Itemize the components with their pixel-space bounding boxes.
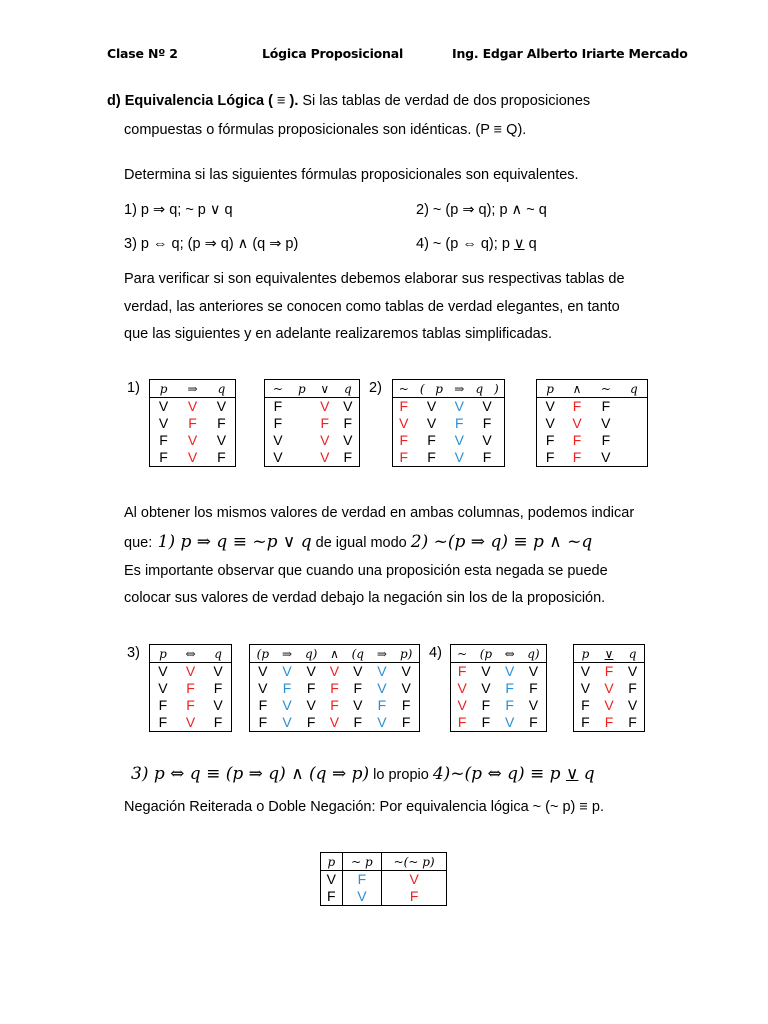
table-header: ∧ — [563, 380, 591, 398]
cell: F — [273, 415, 283, 431]
cell: V — [601, 415, 611, 431]
cell: V — [343, 398, 353, 414]
cell: V — [545, 398, 555, 414]
table-header: ∨ — [313, 380, 337, 398]
cell: F — [601, 432, 611, 448]
conclusion-line-1: Al obtener los mismos valores de verdad en ambas columnas, podemos indicar — [124, 505, 635, 521]
equivalence-1: 1) p ⇒ q ≡ ~p ∨ q — [152, 532, 312, 552]
header-class: Clase Nº 2 — [107, 46, 178, 61]
cell: V — [320, 398, 330, 414]
cell: F — [188, 415, 197, 431]
table-header: q — [470, 380, 489, 398]
cell — [291, 449, 313, 467]
cell: V — [187, 449, 198, 465]
cell: V — [580, 663, 591, 679]
cell — [621, 432, 648, 449]
table-header: q) — [298, 645, 324, 663]
cell — [291, 398, 313, 416]
table-header: p — [321, 853, 343, 871]
cell: V — [482, 432, 492, 448]
cell: V — [580, 680, 591, 696]
cell: V — [481, 663, 491, 679]
cell: F — [186, 697, 195, 713]
cell: V — [158, 680, 168, 696]
cell: F — [273, 398, 283, 414]
cell: V — [401, 663, 411, 679]
cell: V — [329, 714, 340, 730]
cell: F — [581, 714, 590, 730]
cell: V — [382, 871, 447, 889]
cell: F — [505, 680, 514, 696]
truth-table-2b — [536, 379, 648, 467]
cell: F — [158, 697, 168, 713]
cell: F — [186, 680, 195, 696]
table-header: p — [150, 645, 176, 663]
cell: V — [258, 680, 268, 696]
cell: V — [454, 398, 464, 414]
verify-line-2: verdad, las anteriores se conocen como tablas de verdad elegantes, en tanto — [124, 299, 620, 315]
cell: V — [545, 415, 555, 431]
cell: F — [457, 663, 467, 679]
cell: V — [426, 415, 437, 431]
truth-table-2a — [392, 379, 505, 467]
cell: V — [604, 680, 614, 696]
cell — [621, 398, 648, 416]
lo-propio-text: lo propio — [369, 767, 433, 783]
table-header: q) — [521, 645, 547, 663]
equivalence-2: 2) ~(p ⇒ q) ≡ p ∧ ~q — [410, 532, 593, 552]
cell: F — [158, 714, 168, 730]
cell — [621, 449, 648, 467]
cell: V — [454, 449, 464, 465]
cell: V — [342, 888, 382, 906]
exercise-4-post: q — [524, 236, 537, 252]
cell: F — [282, 680, 292, 696]
cell: F — [217, 415, 226, 431]
table-header: ⇒ — [371, 645, 394, 663]
cell: F — [545, 432, 555, 448]
verify-line-3: que las siguientes y en adelante realizaremos tablas simplificadas. — [124, 326, 552, 342]
cell: V — [627, 663, 638, 679]
truth-table-3b — [249, 644, 420, 732]
cell: V — [504, 663, 515, 679]
cell: V — [481, 680, 491, 696]
que-text: que: — [124, 535, 153, 551]
truth-table-4b — [573, 644, 645, 732]
table-header: q — [205, 645, 231, 663]
truth-table-1a — [149, 379, 236, 467]
cell: F — [604, 663, 614, 679]
cell: V — [604, 697, 614, 713]
intro-line-1 — [107, 93, 590, 109]
table-header: q — [208, 380, 236, 398]
cell: F — [377, 697, 387, 713]
cell: V — [399, 415, 409, 431]
cell: F — [572, 398, 582, 414]
cell: F — [457, 714, 467, 730]
cell — [291, 415, 313, 432]
cell: V — [185, 714, 196, 730]
cell: V — [482, 398, 492, 414]
exercise-4 — [416, 236, 537, 252]
cell: F — [581, 697, 590, 713]
table-header: q — [621, 380, 648, 398]
cell: F — [545, 449, 555, 465]
cell: F — [327, 888, 336, 904]
exclusive-or-symbol: ∨ — [565, 764, 579, 784]
header-author: Ing. Edgar Alberto Iriarte Mercado — [452, 46, 688, 61]
table-header: p — [291, 380, 313, 398]
cell: F — [628, 680, 637, 696]
cell: V — [273, 432, 283, 448]
cell: V — [601, 449, 611, 465]
cell: F — [382, 888, 447, 906]
cell: V — [187, 432, 198, 448]
cell: V — [306, 697, 316, 713]
mid-text: de igual modo — [311, 535, 411, 551]
table-header: ⇔ — [176, 645, 205, 663]
table-header: q — [621, 645, 644, 663]
label-3: 3) — [127, 645, 140, 661]
table-header: ~(~ p) — [382, 853, 447, 871]
cell: F — [505, 697, 514, 713]
cell: V — [158, 663, 168, 679]
cell: V — [326, 871, 336, 887]
cell: F — [572, 432, 582, 448]
cell: V — [627, 697, 638, 713]
exclusive-or-symbol: ∨ — [513, 236, 525, 252]
cell: V — [353, 663, 363, 679]
cell: V — [457, 680, 467, 696]
table-header: (p — [250, 645, 276, 663]
table-header: q — [337, 380, 360, 398]
cell: F — [427, 449, 436, 465]
exercise-2: 2) ~ (p ⇒ q); p ∧ ~ q — [416, 202, 547, 218]
cell: F — [342, 871, 382, 889]
cell: F — [343, 449, 353, 465]
cell: F — [213, 680, 223, 696]
double-negation-text: Negación Reiterada o Doble Negación: Por equivalencia lógica ~ (~ p) ≡ p. — [124, 799, 604, 815]
table-header: ⇒ — [177, 380, 208, 398]
cell: V — [377, 680, 387, 696]
conclusion-line-2 — [124, 532, 592, 552]
cell: V — [504, 714, 515, 730]
cell: F — [306, 680, 316, 696]
header-subject: Lógica Proposicional — [262, 46, 404, 61]
label-4: 4) — [429, 645, 442, 661]
cell: F — [213, 714, 223, 730]
table-header: p) — [393, 645, 419, 663]
task-text: Determina si las siguientes fórmulas proposicionales son equivalentes. — [124, 167, 579, 183]
table-header: ~ p — [342, 853, 382, 871]
cell: V — [320, 449, 330, 465]
truth-table-double-negation — [320, 852, 447, 906]
table-header: ) — [489, 380, 505, 398]
cell: V — [426, 398, 437, 414]
cell: V — [320, 432, 330, 448]
table-header: ~ — [451, 645, 474, 663]
cell: F — [306, 714, 316, 730]
note-line-2: colocar sus valores de verdad debajo la negación sin los de la proposición. — [124, 590, 606, 606]
cell: V — [158, 398, 169, 414]
cell: V — [329, 663, 340, 679]
cell: F — [399, 432, 409, 448]
cell: V — [343, 432, 353, 448]
cell: F — [529, 680, 538, 696]
equivalence-3: 3) p ⇔ q ≡ (p ⇒ q) ∧ (q ⇒ p) — [131, 764, 370, 784]
cell: V — [377, 663, 387, 679]
cell: F — [601, 398, 611, 414]
cell: V — [216, 432, 227, 448]
cell: F — [258, 697, 268, 713]
cell: V — [213, 663, 223, 679]
cell: V — [273, 449, 283, 465]
table-header: ∨ — [597, 645, 621, 663]
exercise-1: 1) p ⇒ q; ~ p ∨ q — [124, 202, 233, 218]
cell: F — [401, 714, 411, 730]
cell: F — [481, 714, 491, 730]
table-header: p — [574, 645, 597, 663]
cell: F — [330, 697, 339, 713]
label-2: 2) — [369, 380, 382, 396]
cell: V — [377, 714, 387, 730]
cell: F — [159, 449, 168, 465]
truth-table-1b — [264, 379, 360, 467]
exercise-3: 3) p ⇔ q; (p ⇒ q) ∧ (q ⇒ p) — [124, 236, 299, 252]
cell: F — [572, 449, 582, 465]
conclusion-2 — [131, 764, 595, 784]
cell: F — [399, 449, 409, 465]
cell: V — [213, 697, 223, 713]
cell — [621, 415, 648, 432]
cell: V — [282, 697, 292, 713]
cell: V — [528, 697, 539, 713]
cell: V — [187, 398, 198, 414]
cell: V — [158, 415, 169, 431]
cell: F — [320, 415, 330, 431]
cell: F — [529, 714, 538, 730]
cell: F — [353, 714, 363, 730]
cell: F — [159, 432, 168, 448]
verify-line-1: Para verificar si son equivalentes debemos elaborar sus respectivas tablas de — [124, 271, 625, 287]
table-header: ( — [415, 380, 430, 398]
cell: F — [427, 432, 436, 448]
cell: V — [353, 697, 363, 713]
cell: V — [282, 714, 292, 730]
cell: V — [572, 415, 582, 431]
table-header: ~ — [591, 380, 621, 398]
table-header: (q — [345, 645, 371, 663]
section-title: d) Equivalencia Lógica ( ≡ ). — [107, 93, 299, 109]
table-header: ⇒ — [448, 380, 470, 398]
cell: F — [399, 398, 409, 414]
cell: F — [482, 415, 492, 431]
cell: F — [217, 449, 226, 465]
cell: F — [353, 680, 363, 696]
truth-table-3a — [149, 644, 232, 732]
cell: V — [401, 680, 411, 696]
table-header: p — [150, 380, 178, 398]
cell: F — [258, 714, 268, 730]
table-header: (p — [473, 645, 498, 663]
cell: F — [604, 714, 614, 730]
cell: V — [457, 697, 467, 713]
cell: V — [528, 663, 539, 679]
truth-table-4a — [450, 644, 547, 732]
cell: V — [306, 663, 316, 679]
cell — [291, 432, 313, 449]
table-header: ⇔ — [498, 645, 520, 663]
cell: V — [282, 663, 292, 679]
cell: F — [343, 415, 353, 431]
cell: F — [330, 680, 339, 696]
table-header: ⇒ — [276, 645, 299, 663]
cell: F — [482, 449, 492, 465]
table-header: p — [537, 380, 564, 398]
cell: V — [454, 432, 464, 448]
table-header: ∧ — [324, 645, 345, 663]
cell: F — [628, 714, 637, 730]
cell: F — [481, 697, 491, 713]
intro-text: Si las tablas de verdad de dos proposiciones — [298, 93, 591, 109]
exercise-4-pre: 4) ~ (p ⇔ q); p — [416, 236, 514, 252]
table-header: p — [430, 380, 449, 398]
equivalence-4-pre: 4)~(p ⇔ q) ≡ p — [432, 764, 566, 784]
table-header: ~ — [265, 380, 291, 398]
intro-line-2: compuestas o fórmulas proposicionales son idénticas. (P ≡ Q). — [124, 122, 527, 138]
cell: V — [258, 663, 268, 679]
cell: F — [401, 697, 411, 713]
cell: V — [216, 398, 227, 414]
cell: F — [454, 415, 464, 431]
equivalence-4-post: q — [578, 764, 595, 784]
table-header: ~ — [393, 380, 415, 398]
label-1: 1) — [127, 380, 140, 396]
note-line-1: Es importante observar que cuando una proposición esta negada se puede — [124, 563, 608, 579]
cell: V — [185, 663, 196, 679]
